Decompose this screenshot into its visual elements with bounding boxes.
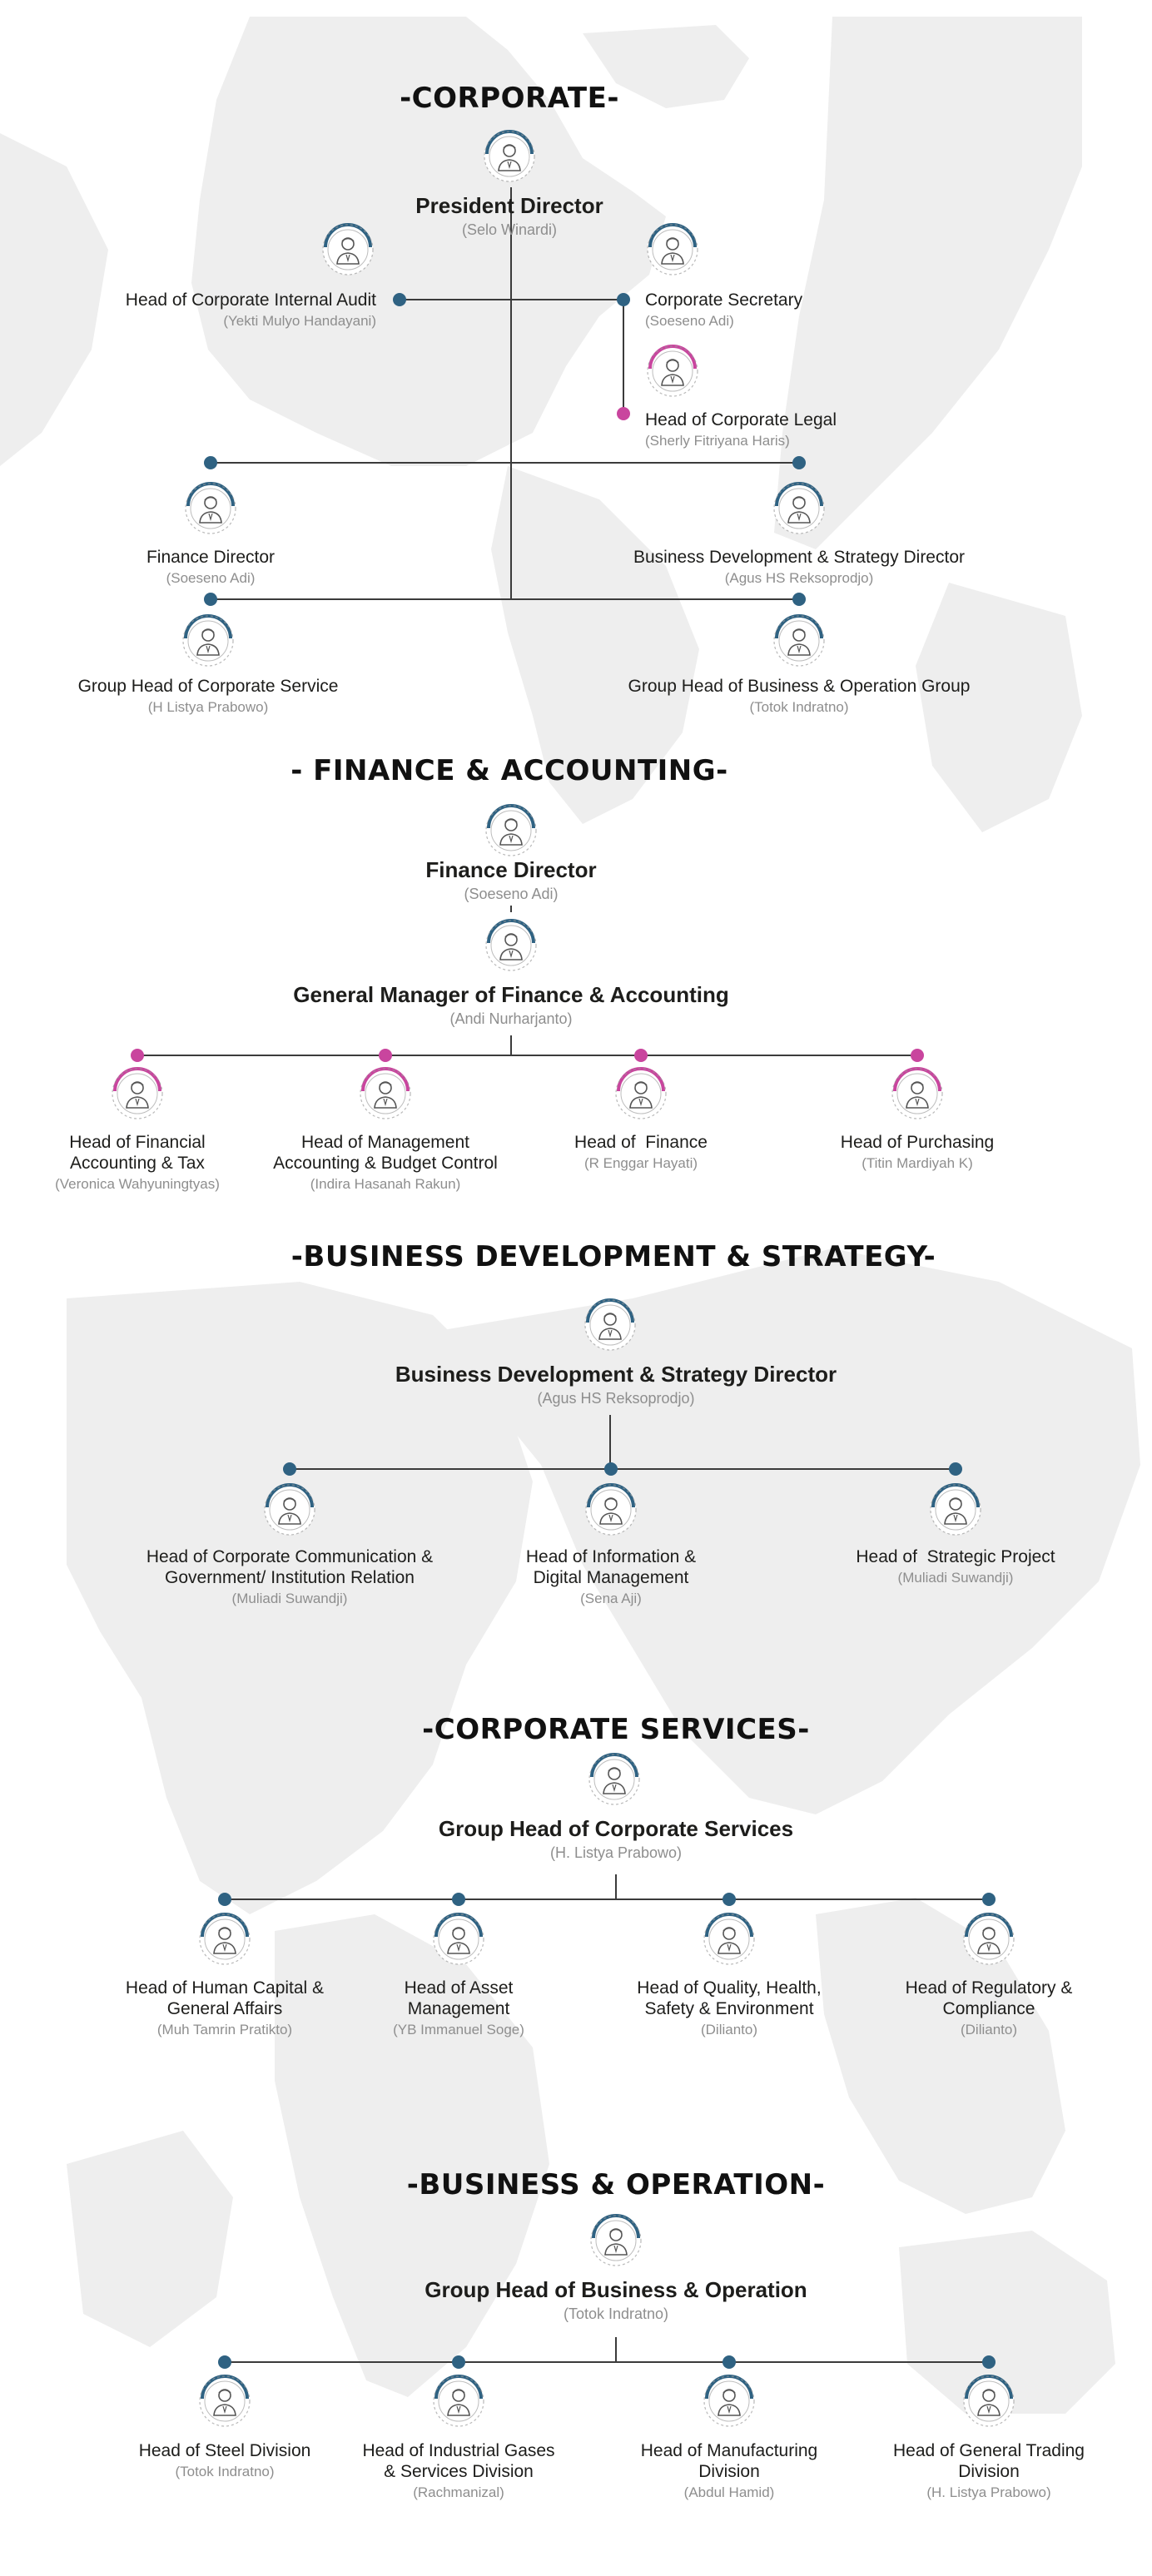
org-node-head-of-steel-division <box>139 2440 311 2481</box>
person-avatar-icon <box>958 2370 1020 2432</box>
org-node-head-of-regulatory-compliance <box>906 1978 1073 2039</box>
position-title: Head of Asset Management <box>404 1978 514 2019</box>
section-title: - FINANCE & ACCOUNTING- <box>290 754 728 787</box>
person-name: (Totok Indratno) <box>749 699 849 716</box>
person-avatar-icon <box>428 1908 489 1970</box>
org-node-head-of-management-accounting-budget-control <box>273 1132 498 1194</box>
person-name: (Abdul Hamid) <box>683 2484 775 2501</box>
person-avatar-icon <box>698 1908 760 1970</box>
person-avatar-icon <box>355 1063 416 1124</box>
person-name: (Totok Indratno) <box>563 2305 669 2323</box>
person-name: (Muliadi Suwandji) <box>231 1591 348 1607</box>
position-title: Head of Finance <box>574 1133 708 1152</box>
position-title: Corporate Secretary <box>645 290 803 310</box>
org-node-president-director <box>415 193 603 240</box>
org-node-head-of-quality-health-safety-environment <box>637 1978 821 2039</box>
person-avatar-icon <box>768 610 830 672</box>
org-node-corporate-secretary <box>645 290 802 330</box>
position-title: Head of Corporate Legal <box>645 410 837 429</box>
person-name: (Agus HS Reksoprodjo) <box>724 570 874 587</box>
position-title: Head of Corporate Internal Audit <box>125 290 376 310</box>
person-name: (Veronica Wahyuningtyas) <box>55 1176 220 1193</box>
org-node-group-head-of-corporate-services <box>439 1816 793 1863</box>
position-title: Head of Regulatory & Compliance <box>905 1978 1073 2019</box>
person-name: (Soeseno Adi) <box>645 313 734 330</box>
org-node-group-head-of-business-operation-group <box>628 676 971 717</box>
person-avatar-icon <box>107 1063 168 1124</box>
position-title: Finance Director <box>425 857 597 882</box>
person-name: (Soeseno Adi) <box>166 570 256 587</box>
position-title: President Director <box>415 193 603 218</box>
org-node-head-of-human-capital-general-affairs <box>126 1978 324 2039</box>
org-node-head-of-industrial-gases-services-division <box>362 2440 554 2502</box>
section-title: -BUSINESS DEVELOPMENT & STRATEGY- <box>290 1240 936 1273</box>
org-node-finance-director <box>146 547 275 588</box>
section-title: -BUSINESS & OPERATION- <box>406 2168 826 2201</box>
person-avatar-icon <box>194 1908 256 1970</box>
person-name: (Selo Winardi) <box>461 221 558 239</box>
person-name: (Rachmanizal) <box>413 2484 504 2501</box>
person-name: (Soeseno Adi) <box>464 886 559 903</box>
person-name: (Titin Mardiyah K) <box>862 1155 973 1172</box>
position-title: Head of Information & Digital Management <box>525 1547 697 1588</box>
person-avatar-icon <box>177 610 239 672</box>
position-title: Business Development & Strategy Director <box>395 1362 837 1387</box>
person-avatar-icon <box>580 1479 642 1541</box>
person-name: (H. Listya Prabowo) <box>549 1844 683 1862</box>
person-name: (Andi Nurharjanto) <box>449 1010 573 1028</box>
org-node-head-of-financial-accounting-tax <box>55 1132 220 1194</box>
person-avatar-icon <box>925 1479 986 1541</box>
org-node-head-of-corporate-internal-audit <box>126 290 376 330</box>
person-name: (Indira Hasanah Rakun) <box>310 1176 461 1193</box>
person-avatar-icon <box>317 219 379 280</box>
person-name: (Dilianto) <box>960 2022 1018 2038</box>
position-title: Head of Human Capital & General Affairs <box>125 1978 325 2019</box>
position-title: Head of Corporate Communication & Government/ Institution Relation <box>146 1547 434 1588</box>
org-node-finance-director <box>425 857 596 904</box>
person-avatar-icon <box>579 1294 641 1356</box>
person-avatar-icon <box>180 478 241 539</box>
person-name: (Muh Tamrin Pratikto) <box>156 2022 293 2038</box>
org-node-business-development-strategy-director <box>395 1362 837 1408</box>
section-title: -CORPORATE- <box>400 82 619 115</box>
org-node-head-of-information-digital-management <box>526 1546 696 1608</box>
org-node-group-head-of-business-operation <box>425 2277 807 2324</box>
org-node-head-of-manufacturing-division <box>641 2440 817 2502</box>
person-avatar-icon <box>698 2370 760 2432</box>
person-name: (H Listya Prabowo) <box>147 699 269 716</box>
org-node-head-of-corporate-communication-government-institution-relation <box>146 1546 433 1608</box>
position-title: Head of Financial Accounting & Tax <box>69 1133 206 1174</box>
position-title: Head of Manufacturing Division <box>640 2441 818 2482</box>
position-title: Head of Quality, Health, Safety & Environment <box>637 1978 822 2019</box>
person-name: (R Enggar Hayati) <box>583 1155 698 1172</box>
person-name: (YB Immanuel Soge) <box>393 2022 524 2038</box>
position-title: Group Head of Business & Operation <box>425 2277 807 2302</box>
person-avatar-icon <box>642 219 703 280</box>
position-title: Head of Steel Division <box>138 2441 311 2460</box>
position-title: Head of Strategic Project <box>856 1547 1055 1566</box>
person-avatar-icon <box>642 340 703 402</box>
person-name: (Totok Indratno) <box>175 2464 275 2480</box>
position-title: Head of Purchasing <box>840 1133 995 1152</box>
org-node-head-of-purchasing <box>841 1132 994 1173</box>
position-title: Group Head of Business & Operation Group <box>628 677 971 696</box>
org-node-head-of-general-trading-division <box>893 2440 1085 2502</box>
org-node-head-of-finance <box>574 1132 708 1173</box>
person-name: (Sherly Fitriyana Haris) <box>645 433 790 449</box>
section-title: -CORPORATE SERVICES- <box>422 1713 810 1746</box>
person-avatar-icon <box>958 1908 1020 1970</box>
person-avatar-icon <box>194 2370 256 2432</box>
position-title: Head of General Trading Division <box>893 2441 1085 2482</box>
org-node-group-head-of-corporate-service <box>78 676 339 717</box>
person-avatar-icon <box>259 1479 320 1541</box>
person-name: (Muliadi Suwandji) <box>897 1570 1014 1586</box>
person-avatar-icon <box>585 2210 647 2271</box>
person-avatar-icon <box>479 126 540 187</box>
org-node-head-of-strategic-project <box>856 1546 1055 1587</box>
person-avatar-icon <box>428 2370 489 2432</box>
org-node-business-development-strategy-director <box>633 547 965 588</box>
org-node-head-of-asset-management <box>393 1978 524 2039</box>
position-title: Finance Director <box>146 548 276 567</box>
person-avatar-icon <box>768 478 830 539</box>
person-avatar-icon <box>480 800 542 861</box>
org-node-general-manager-of-finance-accounting <box>293 982 728 1029</box>
position-title: Group Head of Corporate Services <box>438 1816 794 1841</box>
position-title: Business Development & Strategy Director <box>633 548 966 567</box>
person-name: (H. Listya Prabowo) <box>926 2484 1051 2501</box>
person-name: (Yekti Mulyo Handayani) <box>223 313 376 330</box>
position-title: Head of Management Accounting & Budget Control <box>273 1133 498 1174</box>
position-title: Group Head of Corporate Service <box>77 677 339 696</box>
person-name: (Dilianto) <box>700 2022 758 2038</box>
position-title: General Manager of Finance & Accounting <box>293 982 729 1007</box>
person-avatar-icon <box>886 1063 948 1124</box>
person-name: (Sena Aji) <box>580 1591 642 1607</box>
position-title: Head of Industrial Gases & Services Division <box>362 2441 555 2482</box>
org-node-head-of-corporate-legal <box>645 409 837 450</box>
person-avatar-icon <box>480 915 542 976</box>
person-name: (Agus HS Reksoprodjo) <box>537 1390 695 1407</box>
person-avatar-icon <box>583 1749 645 1810</box>
person-avatar-icon <box>610 1063 672 1124</box>
